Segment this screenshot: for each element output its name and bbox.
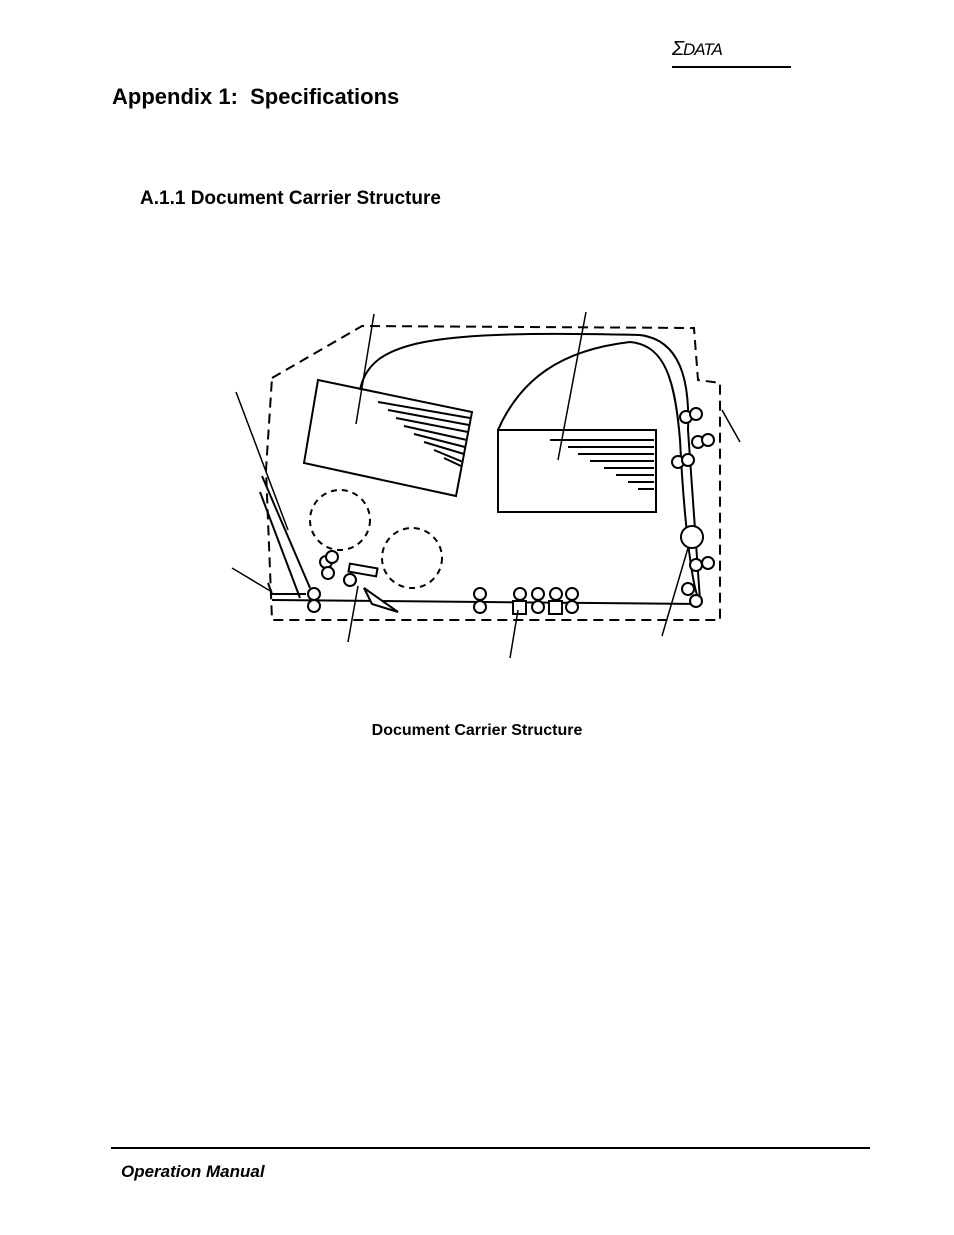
logo-text: DATA	[683, 40, 722, 59]
footer-label: Operation Manual	[121, 1162, 265, 1181]
footer-divider	[111, 1147, 870, 1149]
dashed-roll-1	[310, 490, 370, 550]
input-tray	[268, 583, 306, 594]
logo-wordmark	[672, 38, 722, 61]
page-title: Appendix 1: Specifications	[112, 84, 400, 109]
paper-path-inner	[498, 342, 700, 602]
company-logo	[672, 38, 792, 70]
document-stack-left	[304, 380, 472, 496]
section-heading: A.1.1 Document Carrier Structure	[140, 188, 441, 209]
document-stack-right	[498, 430, 656, 512]
dashed-roll-2	[382, 528, 442, 588]
figure-caption: Document Carrier Structure	[371, 722, 583, 739]
logo-sigma: Σ	[672, 38, 683, 60]
document-carrier-diagram	[220, 300, 760, 670]
logo-underline	[672, 66, 791, 68]
